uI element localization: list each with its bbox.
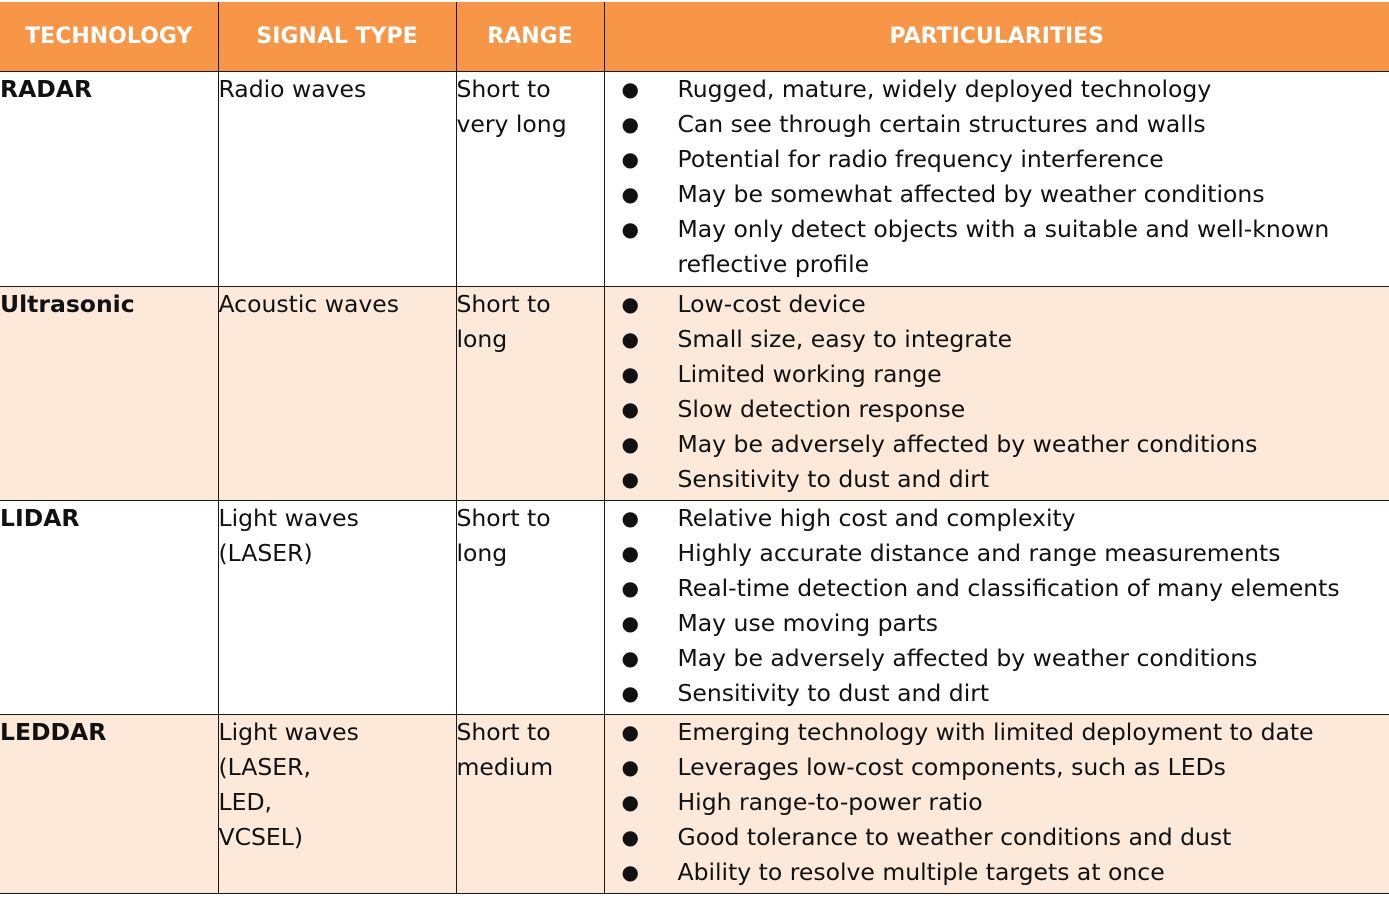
particularities-list [605,287,1389,497]
table-row [0,501,1389,715]
technology-cell: Ultrasonic [0,287,218,501]
list-item-text: Real-time detection and classification of many elements [678,574,1340,602]
technology-cell: LEDDAR [0,715,218,894]
table-row [0,287,1389,501]
list-item [605,820,1389,855]
range-line: Short to [457,287,604,322]
particularities-cell [604,287,1389,501]
header-signal-type: SIGNAL TYPE [218,2,456,72]
header-particularities: PARTICULARITIES [604,2,1389,72]
list-item-text: Rugged, mature, widely deployed technology [678,75,1212,103]
list-item [605,501,1389,536]
list-item [605,427,1389,462]
list-item-text: May be adversely affected by weather conditions [678,430,1258,458]
bullet-icon: ● [622,177,638,212]
bullet-icon: ● [622,641,638,676]
particularities-list [605,72,1389,282]
bullet-icon: ● [622,427,638,462]
list-item-text: Ability to resolve multiple targets at once [678,858,1165,886]
list-item-text: Good tolerance to weather conditions and dust [678,823,1232,851]
particularities-cell [604,72,1389,287]
particularities-list [605,715,1389,890]
particularities-cell [604,501,1389,715]
list-item-text: May use moving parts [678,609,939,637]
list-item-text: Leverages low-cost components, such as LEDs [678,753,1226,781]
list-item [605,287,1389,322]
bullet-icon: ● [622,571,638,606]
list-item [605,462,1389,497]
list-item-text: Low-cost device [678,290,866,318]
bullet-icon: ● [622,715,638,750]
range-line: very long [457,107,604,142]
bullet-icon: ● [622,357,638,392]
list-item-text: May only detect objects with a suitable and well-known reflective profile [678,215,1330,278]
list-item [605,177,1389,212]
technology-cell: LIDAR [0,501,218,715]
list-item-text: May be adversely affected by weather conditions [678,644,1258,672]
list-item-text: Sensitivity to dust and dirt [678,465,990,493]
list-item-text: Slow detection response [678,395,966,423]
header-range: RANGE [456,2,604,72]
list-item-text: May be somewhat affected by weather conditions [678,180,1265,208]
list-item [605,536,1389,571]
table-body [0,72,1389,894]
signal-type-cell [218,715,456,894]
list-item-text: Limited working range [678,360,942,388]
list-item [605,357,1389,392]
signal-type-line: (LASER) [219,536,456,571]
list-item [605,785,1389,820]
bullet-icon: ● [622,785,638,820]
header-technology: TECHNOLOGY [0,2,218,72]
list-item [605,107,1389,142]
table-row [0,715,1389,894]
list-item [605,322,1389,357]
list-item-text: Relative high cost and complexity [678,504,1076,532]
bullet-icon: ● [622,107,638,142]
bullet-icon: ● [622,676,638,711]
signal-type-line: Radio waves [219,72,456,107]
signal-type-line: (LASER, [219,750,456,785]
range-cell [456,501,604,715]
particularities-list [605,501,1389,711]
range-cell [456,715,604,894]
list-item [605,676,1389,711]
signal-type-line: VCSEL) [219,820,456,855]
bullet-icon: ● [622,750,638,785]
technology-comparison-table [0,2,1389,894]
range-line: Short to [457,501,604,536]
bullet-icon: ● [622,322,638,357]
list-item [605,715,1389,750]
list-item-text: Small size, easy to integrate [678,325,1013,353]
signal-type-cell [218,287,456,501]
bullet-icon: ● [622,855,638,890]
list-item-text: Emerging technology with limited deployment to date [678,718,1314,746]
particularities-cell [604,715,1389,894]
signal-type-line: LED, [219,785,456,820]
list-item [605,571,1389,606]
bullet-icon: ● [622,72,638,107]
list-item-text: Can see through certain structures and walls [678,110,1206,138]
list-item [605,392,1389,427]
header-row [0,2,1389,72]
range-line: Short to [457,72,604,107]
technology-cell: RADAR [0,72,218,287]
bullet-icon: ● [622,606,638,641]
list-item-text: Highly accurate distance and range measurements [678,539,1281,567]
bullet-icon: ● [622,212,638,247]
signal-type-cell [218,72,456,287]
signal-type-line: Light waves [219,715,456,750]
bullet-icon: ● [622,462,638,497]
range-line: Short to [457,715,604,750]
signal-type-cell [218,501,456,715]
range-line: long [457,536,604,571]
table-header [0,2,1389,72]
table-row [0,72,1389,287]
bullet-icon: ● [622,142,638,177]
bullet-icon: ● [622,536,638,571]
range-cell [456,287,604,501]
signal-type-line: Light waves [219,501,456,536]
bullet-icon: ● [622,820,638,855]
bullet-icon: ● [622,287,638,322]
list-item [605,72,1389,107]
list-item-text: Sensitivity to dust and dirt [678,679,990,707]
list-item [605,606,1389,641]
range-cell [456,72,604,287]
signal-type-line: Acoustic waves [219,287,456,322]
list-item [605,212,1389,282]
list-item-text: Potential for radio frequency interference [678,145,1164,173]
list-item [605,855,1389,890]
range-line: long [457,322,604,357]
list-item [605,641,1389,676]
list-item [605,142,1389,177]
range-line: medium [457,750,604,785]
bullet-icon: ● [622,501,638,536]
list-item [605,750,1389,785]
bullet-icon: ● [622,392,638,427]
list-item-text: High range-to-power ratio [678,788,983,816]
